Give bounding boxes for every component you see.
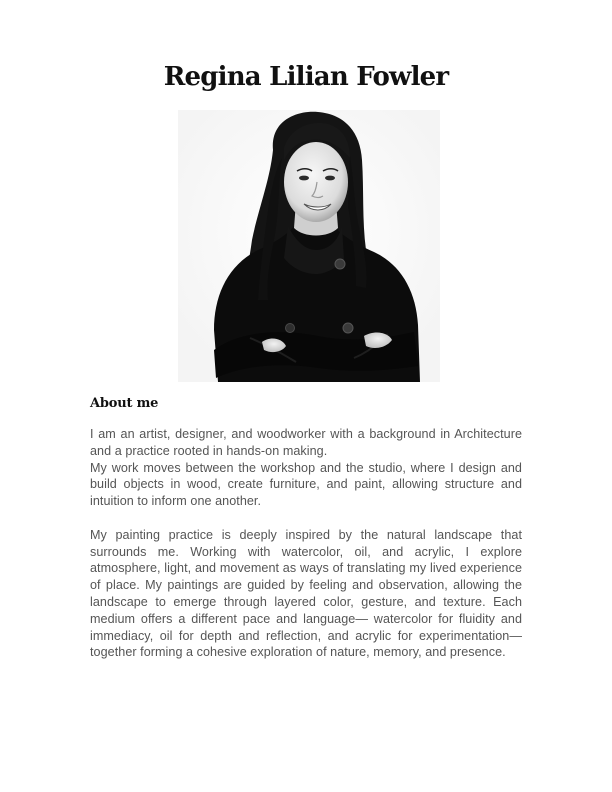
page-title: Regina Lilian Fowler	[163, 62, 449, 92]
about-text	[90, 426, 522, 661]
paragraph: My work moves between the workshop and the studio, where I design and build objects in wood, create furniture, and paint, allowing structure and intuition to inform one another.	[90, 460, 522, 509]
portrait-photo	[178, 110, 440, 382]
section-heading: About me	[90, 396, 159, 411]
paragraph: I am an artist, designer, and woodworker with a background in Architecture and a practice rooted in hands-on making.	[90, 427, 522, 458]
paragraph: My painting practice is deeply inspired by the natural landscape that surrounds me. Working with watercolor, oil, and acrylic, I explore atmosphere, light, and movement as ways of translating my lived experience of place. My paintings are guided by feeling and observation, allowing the landscape to emerge through layered color, gesture, and texture. Each medium offers a different pace and language— watercolor for fluidity and immediacy, oil for depth and reflection, and acrylic for experimentation—together forming a cohesive exploration of nature, memory, and presence.	[90, 527, 522, 660]
